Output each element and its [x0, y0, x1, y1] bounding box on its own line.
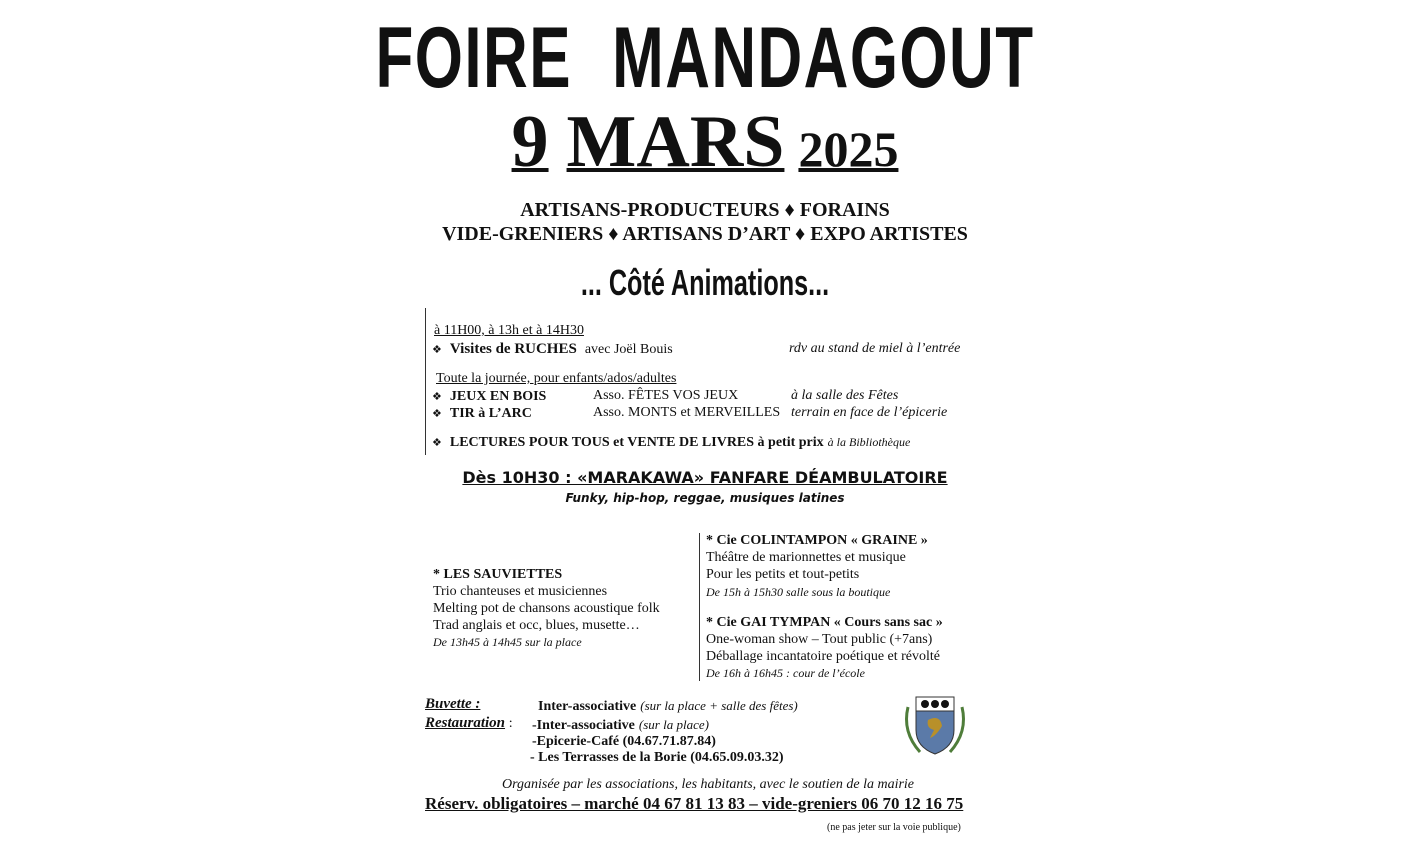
schedule-border — [425, 308, 426, 455]
gaitympan-time: De 16h à 16h45 : cour de l’école — [706, 666, 865, 680]
tir-row — [432, 404, 532, 422]
tir-where: terrain en face de l’épicerie — [791, 405, 948, 420]
diamond-bullet-icon: ❖ — [432, 408, 442, 420]
fanfare-title: Dès 10H30 : «MARAKAWA» FANFARE DÉAMBULATOIRE — [462, 468, 948, 487]
restauration-1-note: (sur la place) — [638, 717, 709, 732]
event-date — [0, 100, 1410, 185]
ruches-row — [432, 340, 673, 358]
jeux-row — [432, 387, 546, 405]
categories-line-1: ARTISANS-PRODUCTEURS ♦ FORAINS — [520, 199, 890, 221]
sauviettes-line-1: Trio chanteuses et musiciennes — [433, 584, 608, 599]
lectures-row — [432, 433, 910, 451]
colintampon-line-1: Théâtre de marionnettes et musique — [706, 550, 906, 565]
restauration-1-text: -Inter-associative — [532, 718, 635, 733]
lectures-name: LECTURES POUR TOUS et VENTE DE LIVRES à petit prix — [449, 435, 824, 450]
tir-name: TIR à L’ARC — [449, 406, 532, 421]
village-crest-icon — [900, 692, 970, 758]
animations-title: ... Côté Animations... — [580, 262, 830, 303]
column-divider — [699, 533, 700, 681]
ruches-with: avec Joël Bouis — [584, 342, 673, 357]
tir-assoc: Asso. MONTS et MERVEILLES — [593, 405, 781, 420]
restauration-1 — [532, 716, 709, 734]
diamond-bullet-icon: ❖ — [432, 391, 442, 403]
date-year: 2025 — [798, 121, 899, 177]
organised-by: Organisée par les associations, les habitants, avec le soutien de la mairie — [501, 777, 915, 792]
buvette-label: Buvette : — [425, 696, 481, 712]
jeux-assoc: Asso. FÊTES VOS JEUX — [593, 388, 739, 403]
lectures-where: à la Bibliothèque — [827, 435, 911, 449]
date-day: 9 — [511, 101, 549, 183]
buvette-value — [538, 697, 798, 715]
colintampon-line-2: Pour les petits et tout-petits — [706, 567, 860, 582]
buvette-note: (sur la place + salle des fêtes) — [640, 698, 798, 713]
poster-title: FOIRE MANDAGOUT — [375, 10, 1035, 106]
ruches-where: rdv au stand de miel à l’entrée — [789, 341, 961, 356]
fanfare-styles: Funky, hip-hop, reggae, musiques latines — [565, 491, 845, 505]
diamond-bullet-icon: ❖ — [432, 437, 442, 449]
restauration-2: -Epicerie-Café (04.67.71.87.84) — [532, 734, 716, 749]
colintampon-name: * Cie COLINTAMPON « GRAINE » — [706, 533, 928, 548]
restauration-colon: : — [508, 716, 513, 731]
disposal-notice: (ne pas jeter sur la voie publique) — [827, 822, 961, 833]
sauviettes-line-2: Melting pot de chansons acoustique folk — [433, 601, 660, 616]
schedule-times-1: à 11H00, à 13h et à 14H30 — [434, 323, 584, 338]
gaitympan-line-2: Déballage incantatoire poétique et révolté — [706, 649, 941, 664]
date-month: MARS — [566, 101, 785, 183]
categories-line-2: VIDE-GRENIERS ♦ ARTISANS D’ART ♦ EXPO ARTISTES — [442, 223, 968, 245]
ruches-name: Visites de RUCHES — [449, 341, 577, 357]
buvette-text: Inter-associative — [538, 699, 637, 714]
gaitympan-name: * Cie GAI TYMPAN « Cours sans sac » — [706, 615, 943, 630]
sauviettes-line-3: Trad anglais et occ, blues, musette… — [433, 618, 640, 633]
jeux-name: JEUX EN BOIS — [449, 389, 547, 404]
restauration-label-row — [425, 715, 513, 732]
diamond-bullet-icon: ❖ — [432, 344, 442, 356]
colintampon-time: De 15h à 15h30 salle sous la boutique — [706, 585, 891, 599]
sauviettes-time: De 13h45 à 14h45 sur la place — [433, 635, 582, 649]
restauration-label: Restauration — [425, 715, 506, 731]
sauviettes-name: * LES SAUVIETTES — [433, 567, 563, 582]
reservation-line: Réserv. obligatoires – marché 04 67 81 13 83 – vide-greniers 06 70 12 16 75 — [425, 794, 964, 813]
schedule-times-2: Toute la journée, pour enfants/ados/adultes — [436, 371, 677, 386]
gaitympan-line-1: One-woman show – Tout public (+7ans) — [706, 632, 933, 647]
restauration-3: - Les Terrasses de la Borie (04.65.09.03.32) — [530, 750, 784, 765]
jeux-where: à la salle des Fêtes — [791, 388, 899, 403]
